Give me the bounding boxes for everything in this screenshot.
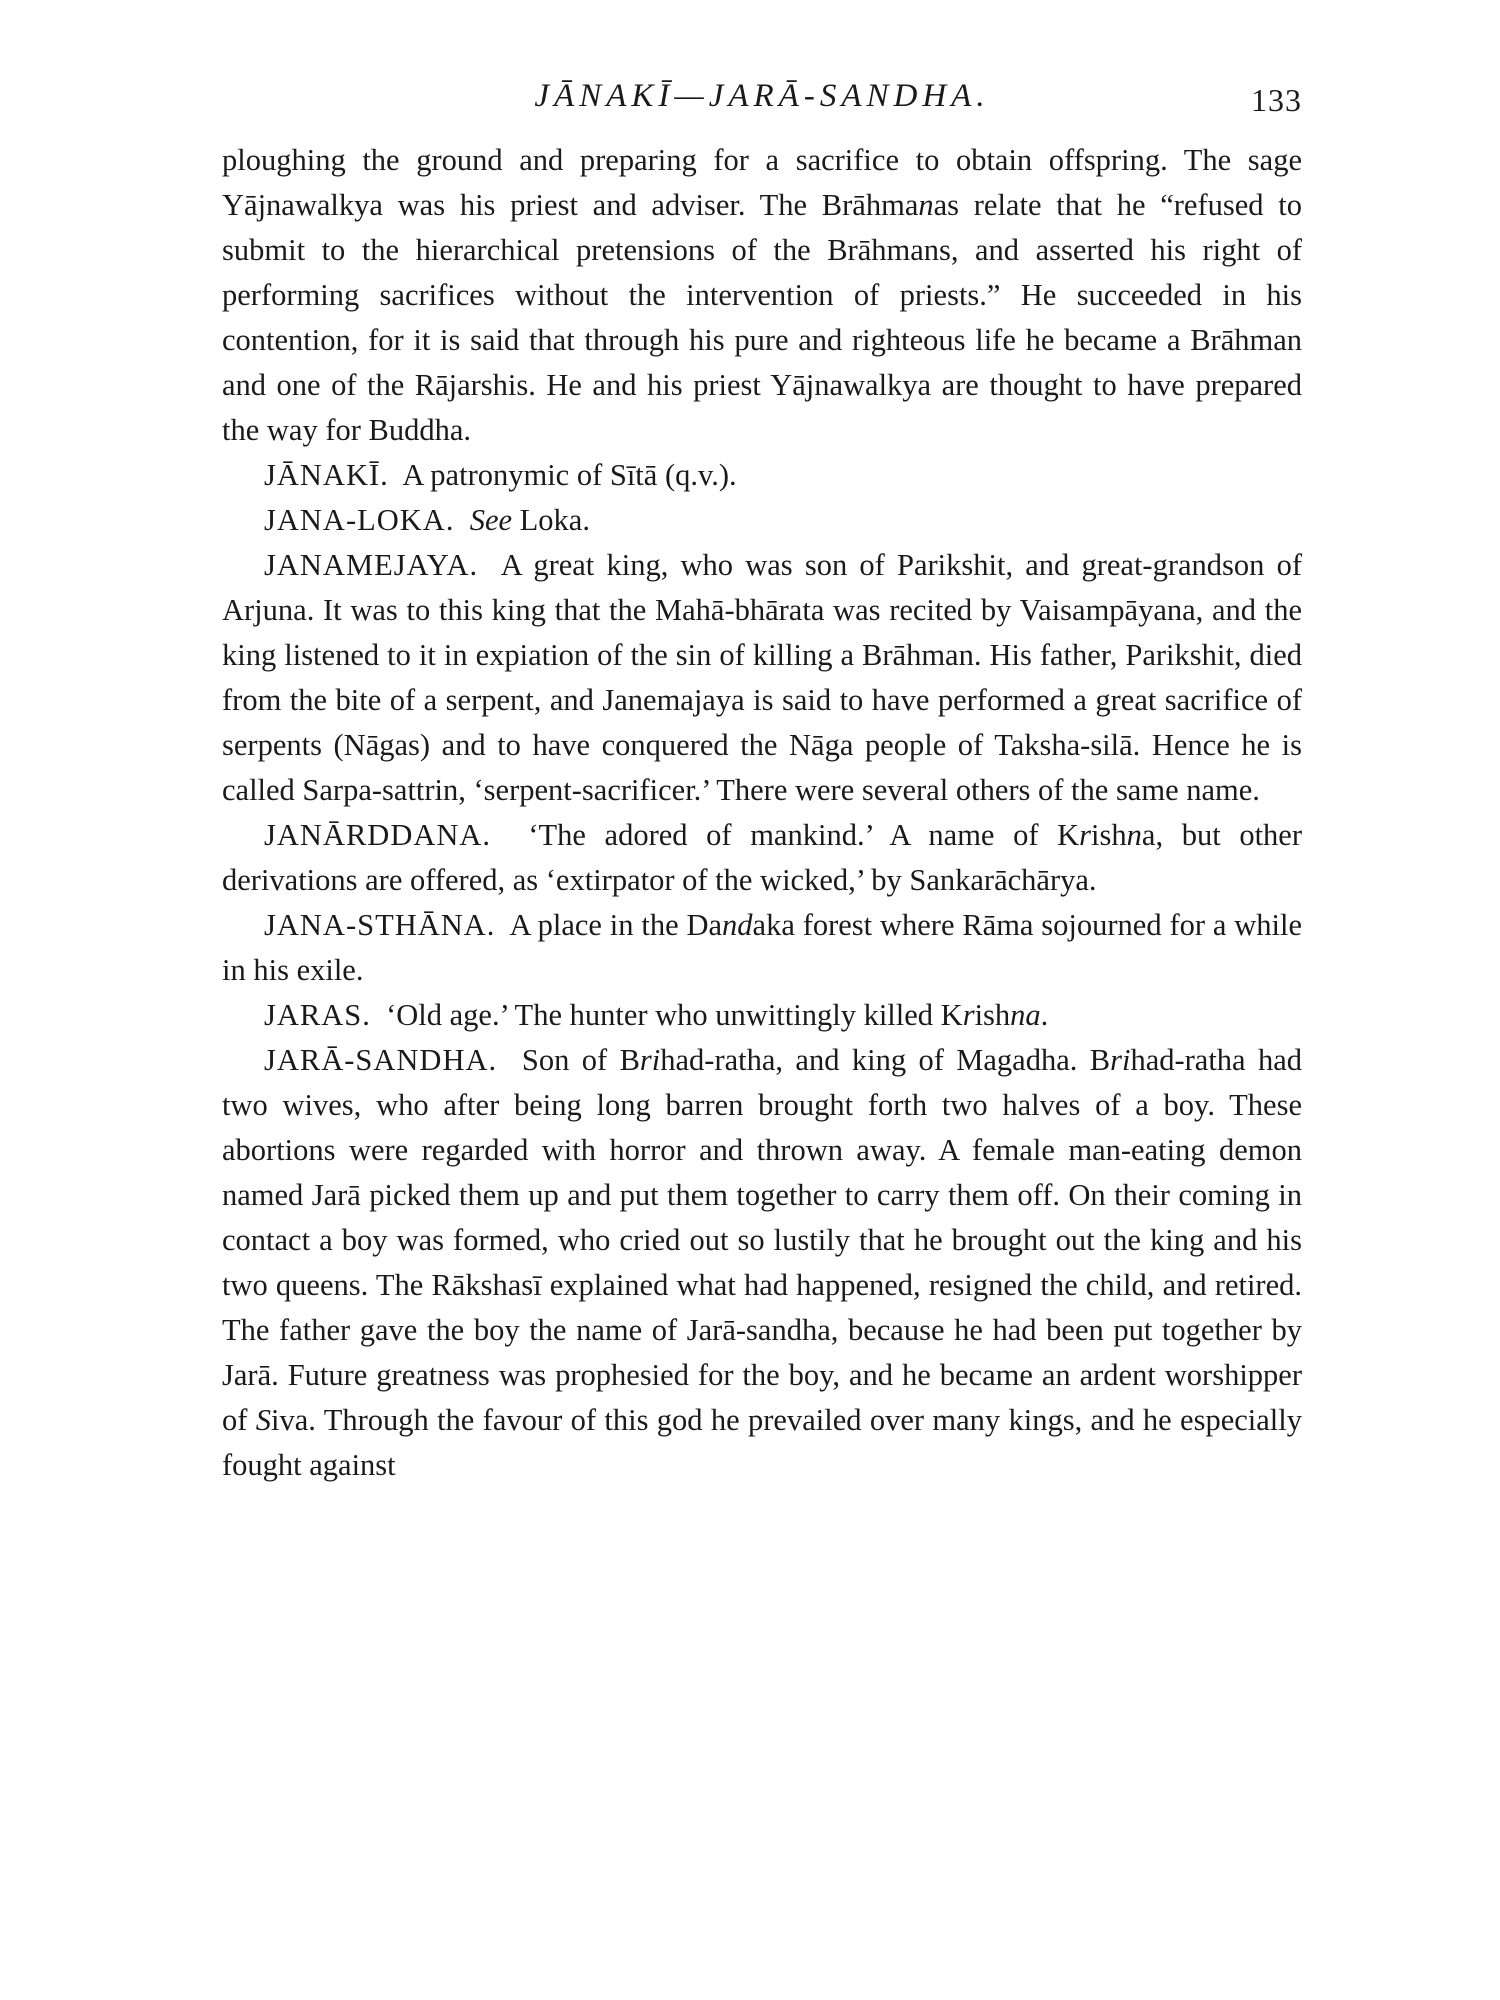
- page-number: 133: [1251, 82, 1302, 118]
- siva-italic: S: [255, 1403, 272, 1437]
- entry-jana-loka-text: Loka.: [519, 503, 590, 537]
- jaras-krishna-ish: ish: [974, 998, 1011, 1032]
- headword-jana-loka: JANA-LOKA.: [264, 503, 455, 537]
- entry-janaki: [222, 453, 1302, 498]
- continuation-text-b: as relate that he “refused to submit to the hierarchical pretensions of the Brāhmans, and asserted his right of performing sacrifices without the intervention of priests.” He succeeded in his contention, for it is said that through his pure and righteous life he became a Brāhman and one of the Rājarshis. He and his priest Yājnawalkya are thought to have prepared the way for Buddha.: [222, 188, 1302, 447]
- body-text: [222, 138, 1302, 1488]
- running-header: [222, 78, 1302, 138]
- headword-janamejaya: JANAMEJAYA.: [264, 548, 479, 582]
- entry-jara-sandha: [222, 1038, 1302, 1488]
- entry-janarddana-text-b: , but other derivations are offered, as ‘extirpator of the wicked,’ by Sankarāchārya.: [222, 818, 1302, 897]
- dandaka-italic: nd: [722, 908, 753, 942]
- entry-janamejaya-text: A great king, who was son of Parikshit, and great-grandson of Arjuna. It was to this king that the Mahā-bhārata was recited by Vaisampāyana, and the king listened to it in expiation of the sin of killing a Brāhman. His father, Parikshit, died from the bite of a serpent, and Janemajaya is said to have performed a great sacrifice of serpents (Nāgas) and to have conquered the Nāga people of Taksha-silā. Hence he is called Sarpa-sattrin, ‘serpent-sacrificer.’ There were several others of the same name.: [222, 548, 1302, 807]
- headword-jana-sthana: JANA-STHĀNA.: [264, 908, 496, 942]
- krishna-part-n: n: [1126, 818, 1142, 852]
- headword-jara-sandha: JARĀ-SANDHA.: [264, 1043, 498, 1077]
- see-reference: See: [469, 503, 513, 537]
- brihad-italic-1: ri: [639, 1043, 661, 1077]
- headword-janaki: JĀNAKĪ.: [264, 458, 389, 492]
- jaras-krishna-r: r: [962, 998, 975, 1032]
- entry-jana-sthana: [222, 903, 1302, 993]
- entry-janaki-text: A patronymic of Sītā (q.v.).: [402, 458, 737, 492]
- headword-janarddana: JANĀRDDANA.: [264, 818, 492, 852]
- krishna-part-r: r: [1079, 818, 1092, 852]
- continuation-italic: n: [918, 188, 934, 222]
- entry-jara-sandha-text-b: had-ratha, and king of Magadha. B: [660, 1043, 1111, 1077]
- jaras-end: .: [1040, 998, 1049, 1032]
- continuation-text-a: ploughing the ground and preparing for a sacrifice to obtain offspring. The sage Yājnawalkya was his priest and adviser. The Brāhma: [222, 143, 1302, 222]
- brihad-italic-2: ri: [1110, 1043, 1131, 1077]
- book-page: [222, 78, 1302, 1488]
- entry-jaras-text: ‘Old age.’ The hunter who unwittingly killed K: [386, 998, 963, 1032]
- krishna-part-ish: ish: [1091, 818, 1127, 852]
- continuation-paragraph: [222, 138, 1302, 453]
- entry-jara-sandha-text-c: had-ratha had two wives, who after being long barren brought forth two halves of a boy. These abortions were regarded with horror and thrown away. A female man-eating demon named Jarā picked them up and put them together to carry them off. On their coming in contact a boy was formed, who cried out so lustily that he brought out the king and his two queens. The Rākshasī explained what had happened, resigned the child, and retired. The father gave the boy the name of Jarā-sandha, because he had been put together by Jarā. Future greatness was prophesied for the boy, and he became an ardent worshipper of: [222, 1043, 1303, 1437]
- entry-janarddana: [222, 813, 1302, 903]
- entry-jana-sthana-text-b: aka forest where Rāma sojourned for a while in his exile.: [222, 908, 1302, 987]
- jaras-krishna-na: na: [1010, 998, 1041, 1032]
- entry-jana-sthana-text-a: A place in the Da: [509, 908, 723, 942]
- running-title: JĀNAKĪ—JARĀ-SANDHA.: [534, 78, 990, 114]
- headword-jaras: JARAS.: [264, 998, 371, 1032]
- entry-janamejaya: [222, 543, 1302, 813]
- krishna-part-k: K: [1057, 818, 1080, 852]
- entry-jara-sandha-text-a: Son of B: [521, 1043, 640, 1077]
- entry-jara-sandha-text-d: iva. Through the favour of this god he prevailed over many kings, and he especially fought against: [222, 1403, 1302, 1482]
- entry-jana-loka: [222, 498, 1302, 543]
- entry-janarddana-text-a: ‘The adored of mankind.’ A name of: [528, 818, 1039, 852]
- krishna-part-a: a: [1141, 818, 1156, 852]
- entry-jaras: [222, 993, 1302, 1038]
